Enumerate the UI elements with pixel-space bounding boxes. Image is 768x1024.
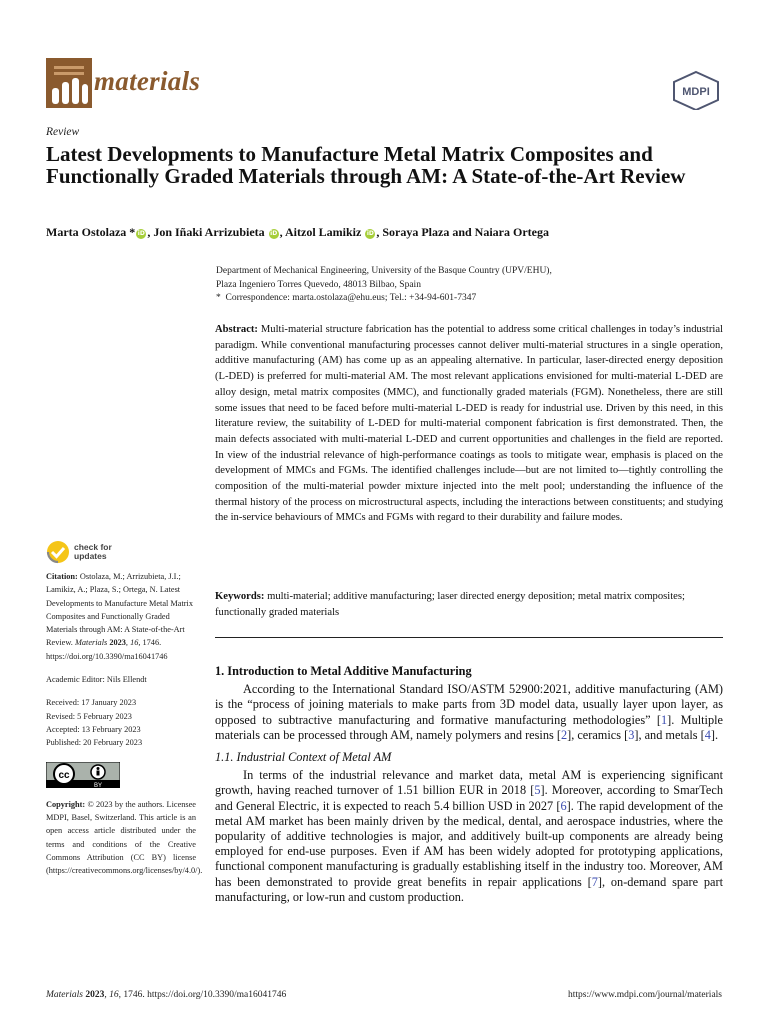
divider bbox=[215, 637, 723, 638]
revised-date: Revised: 5 February 2023 bbox=[46, 711, 132, 721]
author-list: Marta Ostolaza * iD , Jon Iñaki Arrizubieta iD , Aitzol Lamikiz iD , Soraya Plaza and Naiara Ortega bbox=[46, 225, 549, 239]
received-date: Received: 17 January 2023 bbox=[46, 698, 137, 708]
affiliation-line: Plaza Ingeniero Torres Quevedo, 48013 Bilbao, Spain bbox=[216, 279, 421, 290]
copyright: Copyright: © 2023 by the authors. Licensee MDPI, Basel, Switzerland. This article is an open access article distributed under the terms and conditions of the Creative Commons Attribution (CC BY) license (https://creativecommons.org/licenses/by/4.0/). bbox=[46, 799, 203, 876]
abstract bbox=[215, 322, 723, 526]
cc-by-label: BY bbox=[93, 782, 103, 788]
article-type: Review bbox=[46, 126, 80, 138]
keywords-label: Keywords: bbox=[215, 591, 265, 602]
footer-citation: Materials 2023, 16, 1746. https://doi.org/10.3390/ma16041746 bbox=[46, 990, 287, 1000]
materials-logo-icon bbox=[46, 58, 92, 108]
orcid-icon[interactable]: iD bbox=[366, 230, 374, 237]
reference-link[interactable]: 1 bbox=[661, 712, 668, 727]
paragraph: In terms of the industrial relevance and market data, metal AM is experiencing significant growth, having reached turnover of 1.51 billion EUR in 2018 [5]. Moreover, according to SmarTech and General Electric, it is expected to reach 5.4 billion USD in 2027 [6]. The rapid development of the metal AM market has been mainly driven by the medical, dental, and aerospace industries, where the popularity of additive technologies is major, and additively built-up components are already being employed for end-use purposes. Even if AM has been widely adopted for prototyping applications, functional component manufacturing is gradually establishing itself in the industry too. Moreover, AM has been demonstrated to provide great benefits in repair applications [7], on-demand spare part manufacturing, or low-run and custom production. bbox=[215, 768, 724, 904]
author-name: Aitzol Lamikiz bbox=[285, 225, 362, 239]
accepted-date: Accepted: 13 February 2023 bbox=[46, 724, 141, 734]
svg-text:cc: cc bbox=[58, 769, 70, 781]
section-heading: 1. Introduction to Metal Additive Manufacturing bbox=[215, 664, 472, 678]
mdpi-logo-text: MDPI bbox=[682, 86, 710, 98]
reference-link[interactable]: 5 bbox=[534, 783, 541, 798]
check-for-updates-icon bbox=[46, 540, 70, 564]
orcid-icon[interactable]: iD bbox=[270, 230, 278, 237]
paragraph: According to the International Standard ISO/ASTM 52900:2021, additive manufacturing (AM) is the “process of joining materials to make parts from 3D model data, usually layer upon layer, as opposed to subtractive manufacturing and formative manufacturing methodologies” [1]. Multiple materials can be processed through AM, namely polymers and resins [2], ceramics [3], and metals [4]. bbox=[215, 682, 724, 742]
reference-link[interactable]: 4 bbox=[704, 727, 711, 742]
reference-link[interactable]: 7 bbox=[591, 874, 598, 889]
affiliation bbox=[216, 265, 716, 306]
journal-name: materials bbox=[94, 66, 201, 96]
author-name: Jon Iñaki Arrizubieta bbox=[153, 225, 265, 239]
check-for-updates-label: check for bbox=[74, 542, 112, 552]
author-name: Soraya Plaza and Naiara Ortega bbox=[382, 225, 549, 239]
mdpi-logo-icon bbox=[670, 70, 722, 110]
citation: Citation: Ostolaza, M.; Arrizubieta, J.I.; Lamikiz, A.; Plaza, S.; Ortega, N. Latest Developments to Manufacture Metal Matrix Composites and Functionally Graded Materials through AM: A State-of-the-Art Review. Materials 2023, 16, 1746. https://doi.org/10.3390/ma16041746 bbox=[46, 572, 193, 661]
orcid-icon[interactable]: iD bbox=[137, 230, 145, 237]
abstract-text: Multi-material structure fabrication has the potential to address some critical challenges in today’s industrial paradigm. While conventional manufacturing processes cannot deliver multi-material structures in a single operation, additive manufacturing (AM) has come up as an appealing alternative. In particular, laser-directed energy deposition (L-DED) is preferred for multi-material AM. The most relevant applications envisioned for multi-material L-DED are alloy design, metal matrix composites (MMC), and functionally graded materials (FGM). Nonetheless, there are still some issues that need to be faced before multi-material L-DED is ready for industrial use. Driven by this need, in this literature review, the suitability of L-DED for multi-material component fabrication is first demonstrated. Then, the main defects associated with multi-material L-DED and current opportunities and challenges in the field are reported. In view of the industrial relevance of high-performance coatings as tools to mitigate wear, emphasis is placed on the development of MMCs and FGMs. The identified challenges include—but are not limited to—tightly controlling the composition of the multi-material powder mixture injected into the melt pool; understanding the influence of the thermal history of the process on microstructural aspects, including the interactions between constituents; and studying the in-service behaviours of MMCs and FGMs with regard to their durability and failure modes. bbox=[215, 324, 723, 524]
published-date: Published: 20 February 2023 bbox=[46, 738, 143, 748]
academic-editor: Academic Editor: Nils Ellendt bbox=[46, 675, 147, 685]
page-title: Latest Developments to Manufacture Metal Matrix Composites and Functionally Graded Materials through AM: A State-of-the-Art Review bbox=[46, 142, 686, 188]
page-footer bbox=[46, 990, 722, 1000]
abstract-label: Abstract: bbox=[215, 324, 258, 335]
reference-link[interactable]: 2 bbox=[560, 727, 568, 742]
reference-link[interactable]: 6 bbox=[560, 798, 567, 813]
cc-by-license-icon[interactable] bbox=[46, 762, 120, 788]
journal-url[interactable]: https://www.mdpi.com/journal/materials bbox=[568, 990, 722, 1000]
journal-header bbox=[46, 58, 722, 108]
keywords-text: multi-material; additive manufacturing; laser directed energy deposition; metal matrix composites; functionally graded materials bbox=[215, 591, 685, 618]
correspondence: * Correspondence: marta.ostolaza@ehu.eus; Tel.: +34-94-601-7347 bbox=[216, 293, 477, 303]
article-body bbox=[215, 664, 723, 905]
author-name: Marta Ostolaza * bbox=[46, 225, 136, 239]
sidebar bbox=[46, 540, 203, 888]
keywords bbox=[215, 589, 723, 620]
check-for-updates[interactable] bbox=[46, 540, 196, 564]
subsection-heading: 1.1. Industrial Context of Metal AM bbox=[215, 750, 392, 765]
reference-link[interactable]: 3 bbox=[628, 727, 635, 742]
check-for-updates-label: updates bbox=[74, 551, 107, 561]
affiliation-line: Department of Mechanical Engineering, University of the Basque Country (UPV/EHU), bbox=[216, 266, 552, 276]
